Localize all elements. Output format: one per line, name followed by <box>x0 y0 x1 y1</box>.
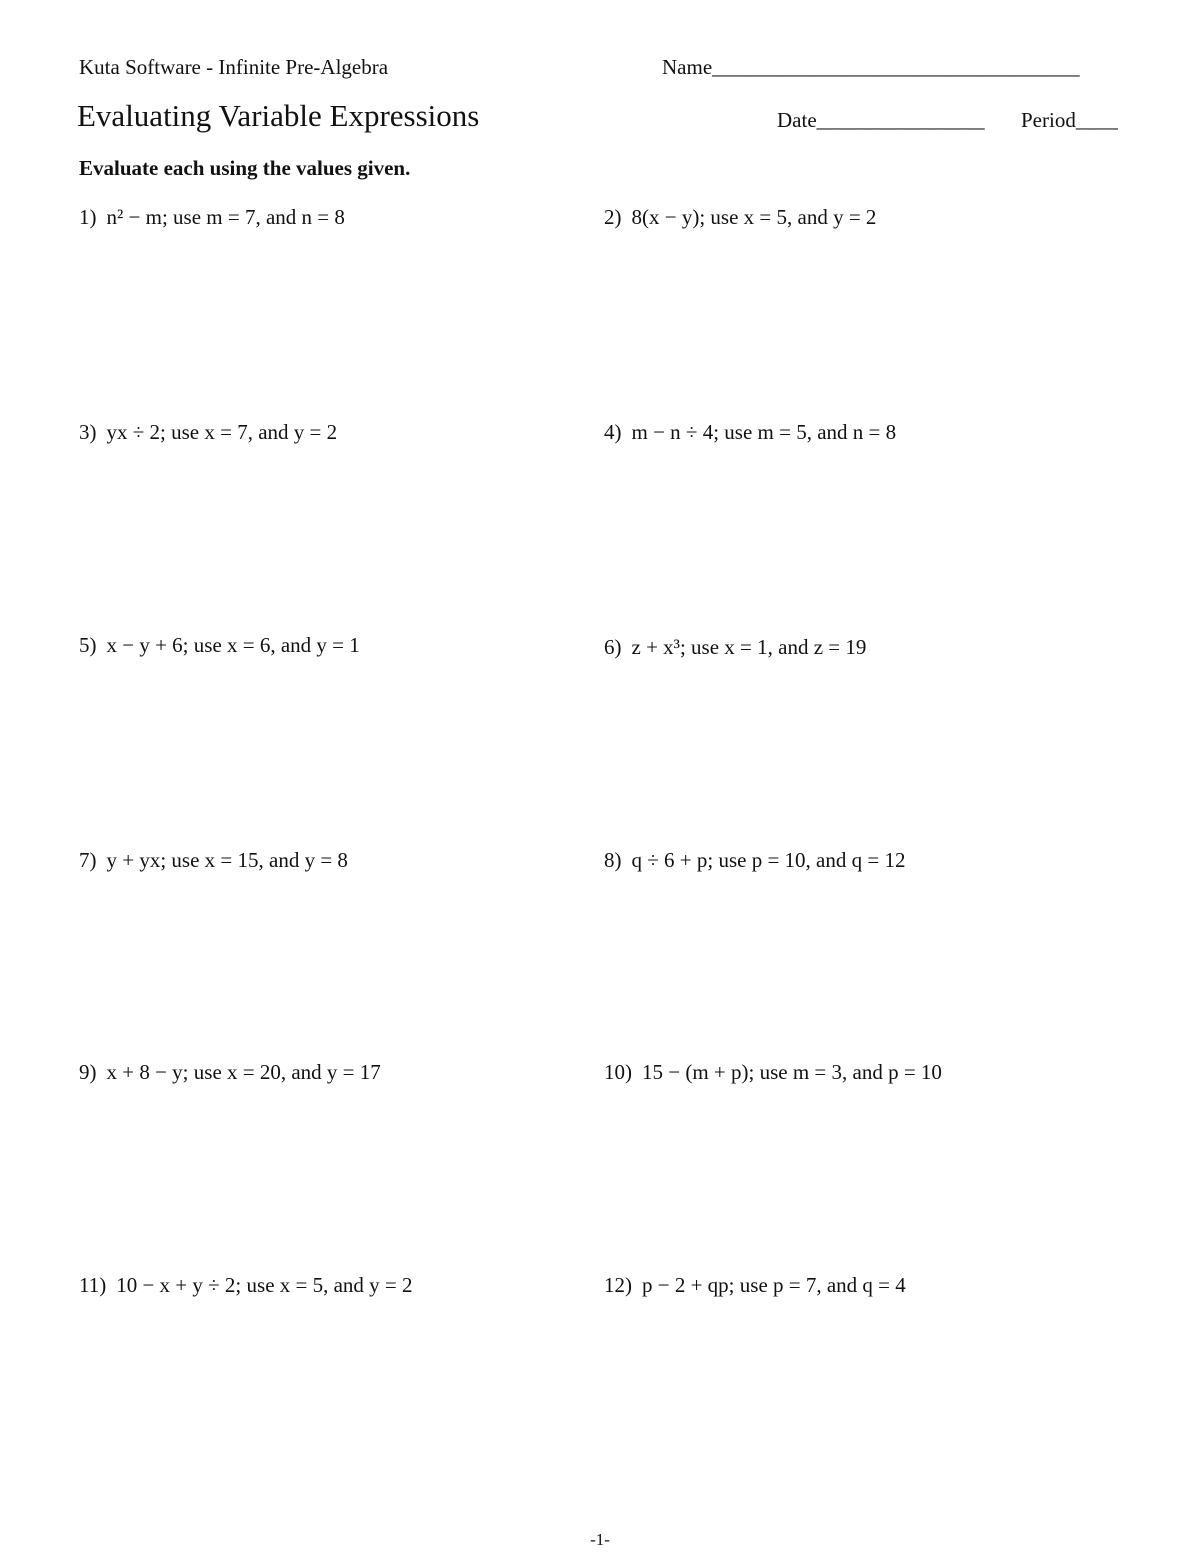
problem-5 <box>79 633 360 658</box>
problem-3 <box>79 420 337 445</box>
problem-number: 4) <box>604 420 622 444</box>
problem-number: 1) <box>79 205 97 229</box>
problem-7 <box>79 848 348 873</box>
problem-text: p − 2 + qp; use p = 7, and q = 4 <box>642 1273 906 1297</box>
worksheet-title: Evaluating Variable Expressions <box>77 98 480 133</box>
problem-text: x + 8 − y; use x = 20, and y = 17 <box>106 1060 381 1084</box>
problem-text: q ÷ 6 + p; use p = 10, and q = 12 <box>631 848 906 872</box>
software-title: Kuta Software - Infinite Pre-Algebra <box>79 55 389 79</box>
problem-text: 10 − x + y ÷ 2; use x = 5, and y = 2 <box>116 1273 413 1297</box>
page-number: -1- <box>590 1530 610 1549</box>
date-field: Date________________ <box>777 108 985 132</box>
problem-12 <box>604 1273 906 1298</box>
problem-9 <box>79 1060 381 1085</box>
problem-number: 8) <box>604 848 622 872</box>
problem-number: 3) <box>79 420 97 444</box>
problem-text: 15 − (m + p); use m = 3, and p = 10 <box>642 1060 942 1084</box>
period-field: Period____ <box>1021 108 1118 132</box>
problem-number: 7) <box>79 848 97 872</box>
problem-11 <box>79 1273 413 1298</box>
problem-2 <box>604 205 876 230</box>
problem-4 <box>604 420 896 445</box>
problem-text: y + yx; use x = 15, and y = 8 <box>106 848 348 872</box>
problem-number: 5) <box>79 633 97 657</box>
problem-text: 8(x − y); use x = 5, and y = 2 <box>631 205 877 229</box>
problem-text: yx ÷ 2; use x = 7, and y = 2 <box>106 420 338 444</box>
problem-number: 6) <box>604 635 622 659</box>
problem-number: 12) <box>604 1273 632 1297</box>
problem-number: 10) <box>604 1060 632 1084</box>
problem-8 <box>604 848 905 873</box>
problem-text: n² − m; use m = 7, and n = 8 <box>106 205 345 229</box>
problem-number: 2) <box>604 205 622 229</box>
problem-text: z + x³; use x = 1, and z = 19 <box>631 635 867 659</box>
instructions: Evaluate each using the values given. <box>79 156 411 180</box>
problem-10 <box>604 1060 942 1085</box>
problem-text: m − n ÷ 4; use m = 5, and n = 8 <box>631 420 897 444</box>
problem-number: 9) <box>79 1060 97 1084</box>
problem-number: 11) <box>79 1273 107 1297</box>
problem-text: x − y + 6; use x = 6, and y = 1 <box>106 633 360 657</box>
problem-6 <box>604 635 866 660</box>
problem-1 <box>79 205 345 230</box>
name-field: Name___________________________________ <box>662 55 1080 79</box>
